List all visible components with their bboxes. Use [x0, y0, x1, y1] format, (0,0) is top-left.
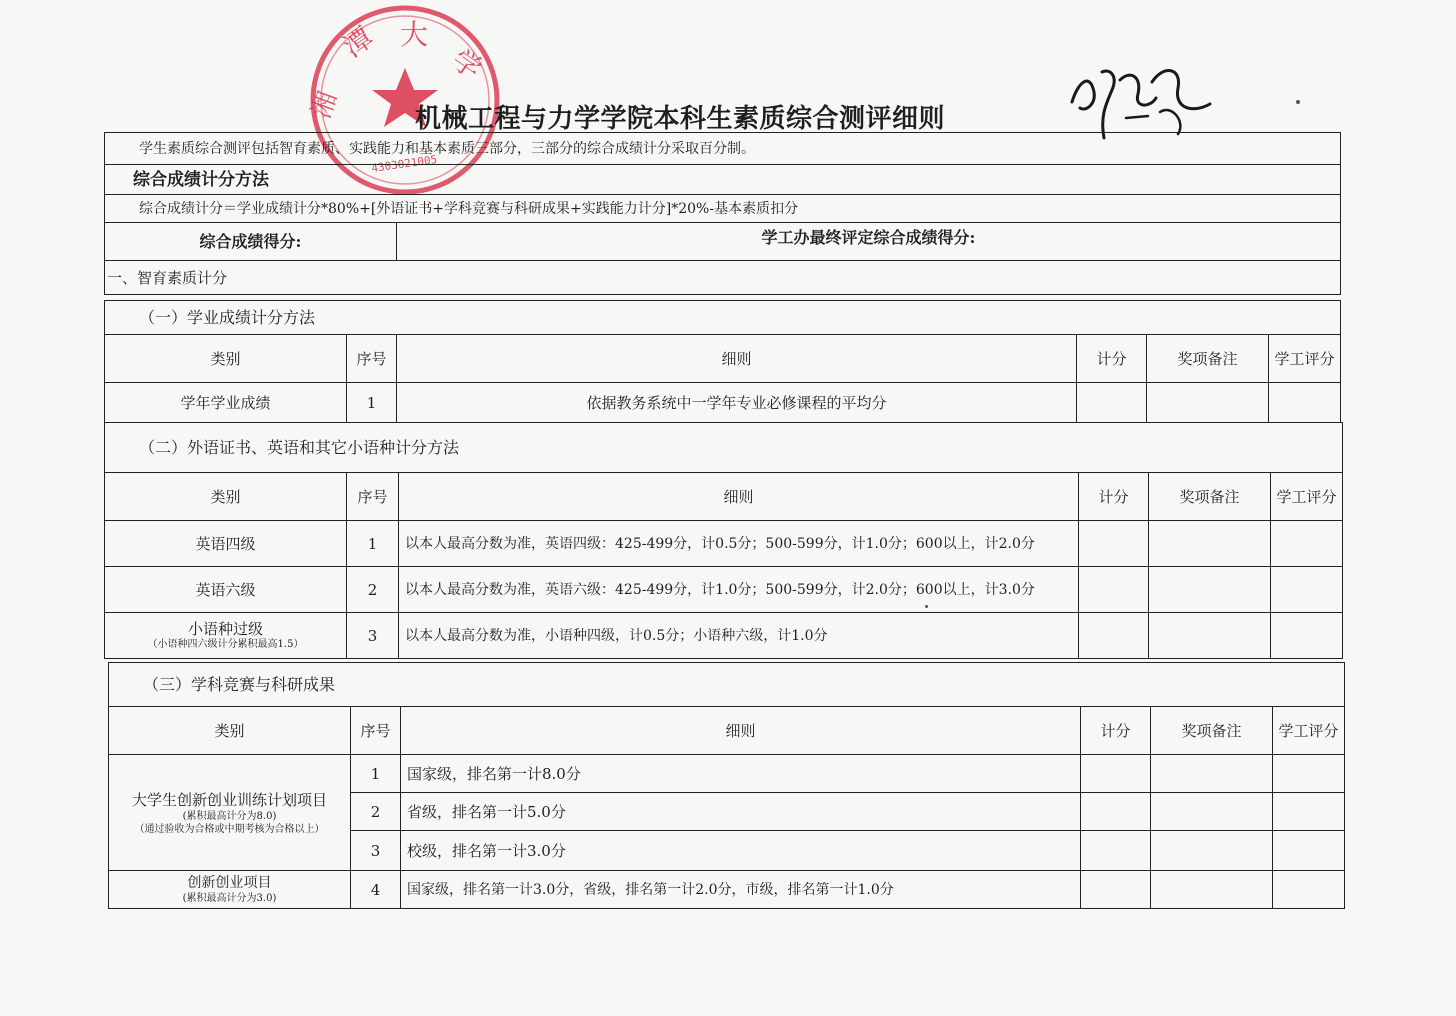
- language-score-table: [104, 422, 1343, 659]
- svg-text:学: 学: [445, 42, 488, 86]
- col-award-note: 奖项备注: [1147, 335, 1269, 383]
- award-note-cell[interactable]: [1149, 567, 1271, 613]
- document-title: 机械工程与力学学院本科生素质综合测评细则: [415, 104, 946, 134]
- part2-heading: （二）外语证书、英语和其它小语种计分方法: [105, 423, 1343, 473]
- award-note-cell[interactable]: [1149, 521, 1271, 567]
- col-seq: 序号: [347, 473, 399, 521]
- row-seq: 1: [347, 383, 397, 423]
- col-staff-score: 学工评分: [1271, 473, 1343, 521]
- award-note-cell[interactable]: [1151, 793, 1273, 831]
- award-note-cell[interactable]: [1151, 831, 1273, 871]
- row-seq: 1: [351, 755, 401, 793]
- svg-text:大: 大: [400, 18, 429, 51]
- table-row: [109, 871, 1345, 909]
- staff-score-cell[interactable]: [1273, 831, 1345, 871]
- award-note-cell[interactable]: [1151, 755, 1273, 793]
- svg-text:4303021005: 4303021005: [370, 152, 439, 175]
- row-category: 小语种过级: [187, 620, 263, 638]
- col-staff-score: 学工评分: [1273, 707, 1345, 755]
- row-seq: 3: [351, 831, 401, 871]
- award-note-cell[interactable]: [1147, 383, 1269, 423]
- row-category: 大学生创新创业训练计划项目: [131, 790, 327, 809]
- col-category: 类别: [105, 473, 347, 521]
- points-cell[interactable]: [1081, 871, 1151, 909]
- row-category-note: (累积最高计分为3.0): [182, 892, 277, 904]
- points-cell[interactable]: [1079, 521, 1149, 567]
- table-row: [105, 383, 1341, 423]
- col-staff-score: 学工评分: [1269, 335, 1341, 383]
- score-label: 综合成绩得分:: [105, 223, 397, 261]
- competition-research-table: [108, 662, 1345, 909]
- table-row: [105, 567, 1343, 613]
- row-detail: 以本人最高分数为准，英语四级：425-499分，计0.5分；500-599分，计1.0分；600以上，计2.0分: [399, 521, 1079, 567]
- points-cell[interactable]: [1079, 613, 1149, 659]
- part1-heading: （一）学业成绩计分方法: [105, 301, 1341, 335]
- intro-text: 学生素质综合测评包括智育素质、实践能力和基本素质三部分，三部分的综合成绩计分采取百分制。: [105, 133, 1341, 165]
- row-category: 英语六级: [105, 567, 347, 613]
- scan-speck: [1296, 100, 1300, 104]
- table-row: [105, 521, 1343, 567]
- row-category-cell: [105, 613, 347, 659]
- formula-text: 综合成绩计分＝学业成绩计分*80%+[外语证书+学科竞赛与科研成果+实践能力计分]*20%-基本素质扣分: [105, 195, 1341, 223]
- col-points: 计分: [1079, 473, 1149, 521]
- row-seq: 1: [347, 521, 399, 567]
- col-seq: 序号: [347, 335, 397, 383]
- staff-score-cell[interactable]: [1273, 871, 1345, 909]
- part3-heading: （三）学科竞赛与科研成果: [109, 663, 1345, 707]
- staff-score-cell[interactable]: [1273, 793, 1345, 831]
- staff-score-cell[interactable]: [1273, 755, 1345, 793]
- staff-score-cell[interactable]: [1271, 521, 1343, 567]
- row-detail: 国家级，排名第一计3.0分，省级，排名第一计2.0分，市级，排名第一计1.0分: [401, 871, 1081, 909]
- col-category: 类别: [109, 707, 351, 755]
- staff-score-cell[interactable]: [1269, 383, 1341, 423]
- row-category-note: (累积最高计分为8.0): [182, 810, 277, 822]
- row-category-note: （小语种四六级计分累积最高1.5）: [147, 639, 304, 650]
- points-cell[interactable]: [1081, 793, 1151, 831]
- row-seq: 4: [351, 871, 401, 909]
- row-seq: 2: [351, 793, 401, 831]
- table-row: [109, 755, 1345, 793]
- col-seq: 序号: [351, 707, 401, 755]
- row-category-note: （通过验收为合格或中期考核为合格以上）: [134, 823, 325, 835]
- staff-score-cell[interactable]: [1271, 613, 1343, 659]
- col-category: 类别: [105, 335, 347, 383]
- award-note-cell[interactable]: [1149, 613, 1271, 659]
- row-category: 创新创业项目: [187, 874, 272, 891]
- row-detail: 省级，排名第一计5.0分: [401, 793, 1081, 831]
- points-cell[interactable]: [1077, 383, 1147, 423]
- method-heading: 综合成绩计分方法: [105, 165, 1341, 195]
- staff-score-cell[interactable]: [1271, 567, 1343, 613]
- award-note-cell[interactable]: [1151, 871, 1273, 909]
- col-award-note: 奖项备注: [1151, 707, 1273, 755]
- points-cell[interactable]: [1081, 755, 1151, 793]
- row-category: 英语四级: [105, 521, 347, 567]
- final-score-label: 学工办最终评定综合成绩得分:: [397, 223, 1341, 261]
- academic-score-table: [104, 300, 1341, 423]
- scan-speck: [925, 605, 928, 608]
- col-award-note: 奖项备注: [1149, 473, 1271, 521]
- points-cell[interactable]: [1081, 831, 1151, 871]
- col-detail: 细则: [401, 707, 1081, 755]
- row-detail: 以本人最高分数为准，小语种四级，计0.5分；小语种六级，计1.0分: [399, 613, 1079, 659]
- summary-table: [104, 132, 1341, 295]
- col-detail: 细则: [399, 473, 1079, 521]
- col-detail: 细则: [397, 335, 1077, 383]
- col-points: 计分: [1081, 707, 1151, 755]
- points-cell[interactable]: [1079, 567, 1149, 613]
- svg-text:潭: 潭: [337, 20, 379, 64]
- row-seq: 2: [347, 567, 399, 613]
- col-points: 计分: [1077, 335, 1147, 383]
- svg-text:湘: 湘: [306, 87, 344, 123]
- row-category: 学年学业成绩: [105, 383, 347, 423]
- row-detail: 以本人最高分数为准，英语六级：425-499分，计1.0分；500-599分，计2.0分；600以上，计3.0分: [399, 567, 1079, 613]
- section-one-heading: 一、智育素质计分: [105, 261, 1341, 295]
- row-category-cell: [109, 871, 351, 909]
- row-category-cell: [109, 755, 351, 871]
- row-detail: 依据教务系统中一学年专业必修课程的平均分: [397, 383, 1077, 423]
- row-detail: 校级，排名第一计3.0分: [401, 831, 1081, 871]
- row-detail: 国家级，排名第一计8.0分: [401, 755, 1081, 793]
- row-seq: 3: [347, 613, 399, 659]
- table-row: [105, 613, 1343, 659]
